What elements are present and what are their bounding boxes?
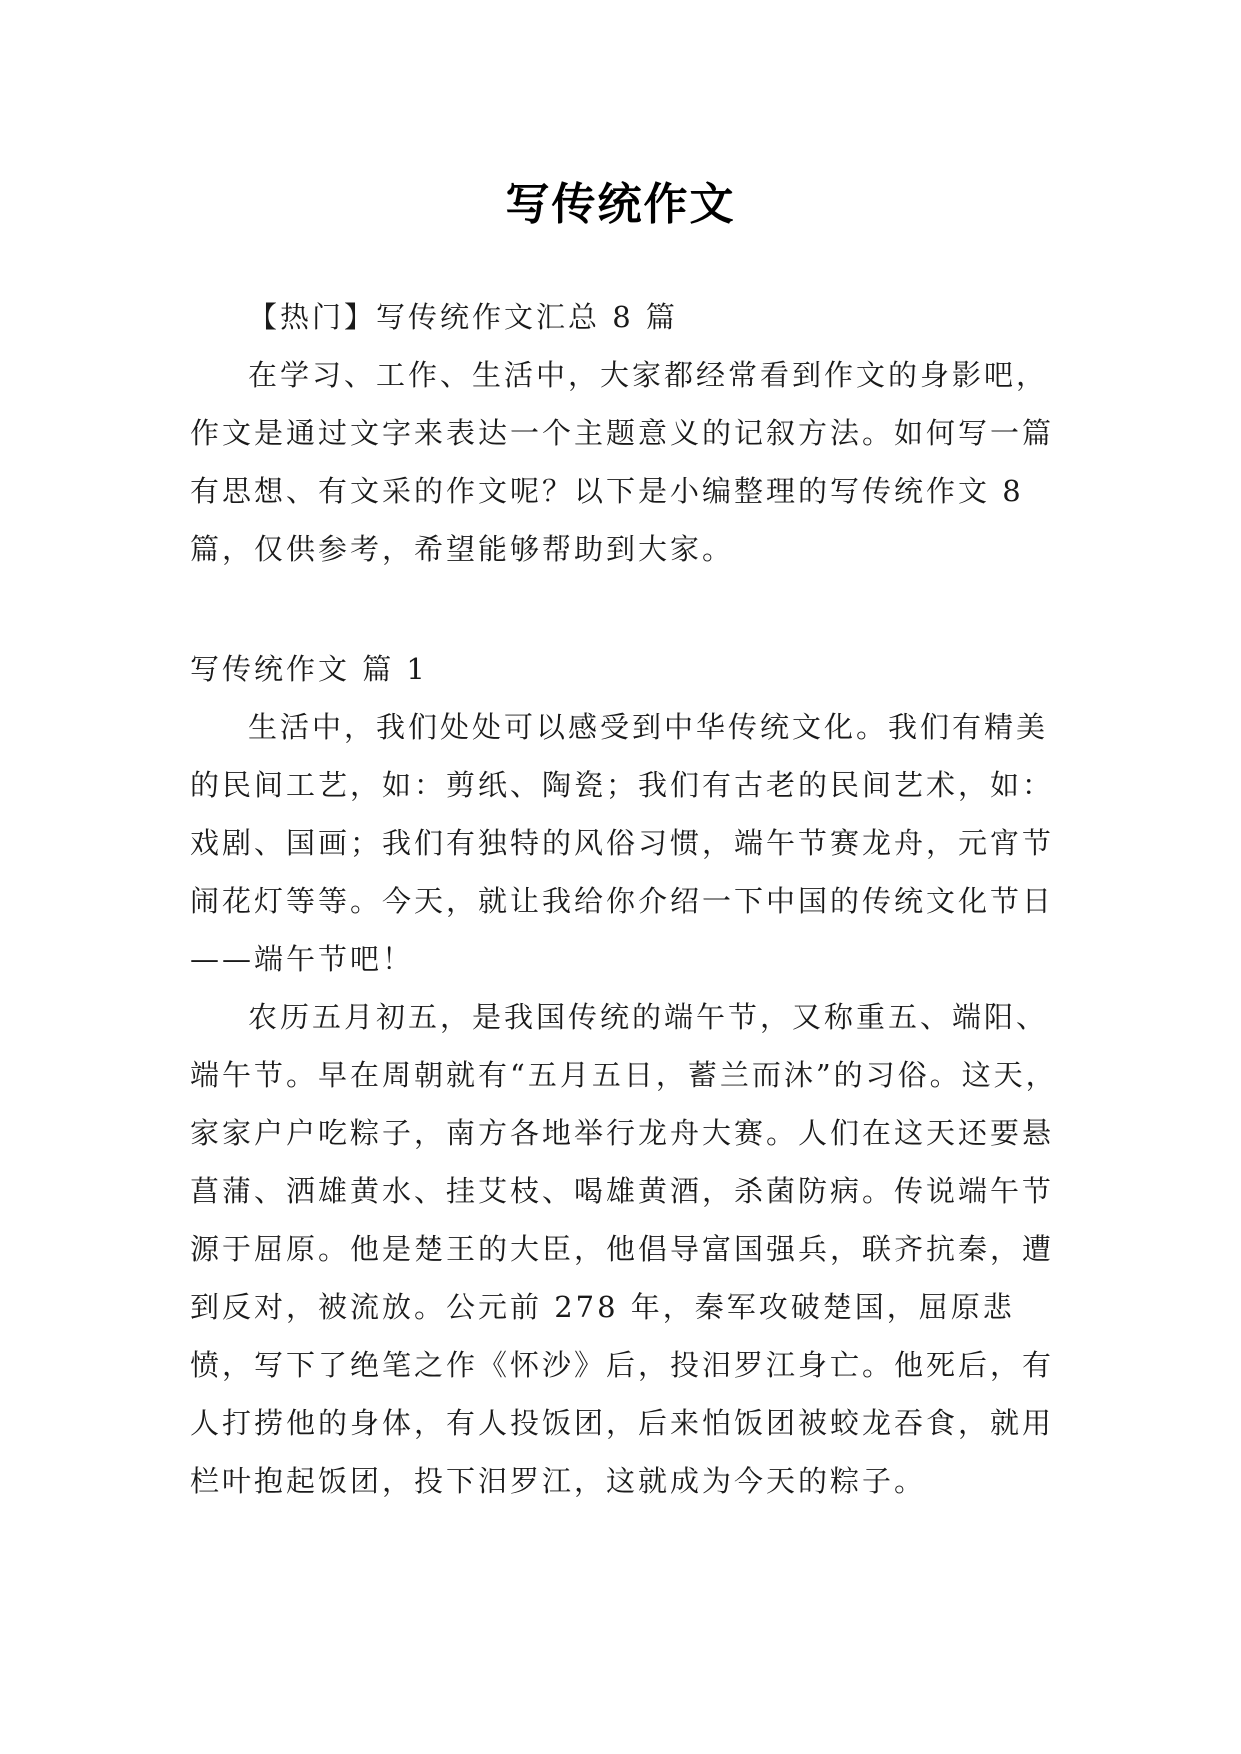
section-heading: 写传统作文 篇 1: [190, 652, 428, 686]
intro-paragraph: 在学习、工作、生活中，大家都经常看到作文的身影吧，作文是通过文字来表达一个主题意义的记叙方法。如何写一篇有思想、有文采的作文呢？以下是小编整理的写传统作文 8 篇，仅供参考，希望能够帮助到大家。: [190, 358, 1055, 566]
section-paragraph-2: 农历五月初五，是我国传统的端午节，又称重五、端阳、端午节。早在周朝就有“五月五日，蓄兰而沐”的习俗。这天，家家户户吃粽子，南方各地举行龙舟大赛。人们在这天还要悬菖蒲、洒雄黄水、挂艾枝、喝雄黄酒，杀菌防病。传说端午节源于屈原。他是楚王的大臣，他倡导富国强兵，联齐抗秦，遭到反对，被流放。公元前 278 年，秦军攻破楚国，屈原悲愤，写下了绝笔之作《怀沙》后，投汨罗江身亡。他死后，有人打捞他的身体，有人投饭团，后来怕饭团被蛟龙吞食，就用栏叶抱起饭团，投下汨罗江，这就成为今天的粽子。: [190, 1000, 1058, 1498]
intro-subtitle: 【热门】写传统作文汇总 8 篇: [248, 300, 678, 334]
section-1: [190, 640, 1070, 1510]
section-paragraph-1: 生活中，我们处处可以感受到中华传统文化。我们有精美的民间工艺，如：剪纸、陶瓷；我们有古老的民间艺术，如：戏剧、国画；我们有独特的风俗习惯，端午节赛龙舟，元宵节闹花灯等等。今天，就让我给你介绍一下中国的传统文化节日——端午节吧！: [190, 710, 1055, 976]
document-title: 写传统作文: [505, 179, 736, 231]
intro-block: [190, 288, 1070, 578]
